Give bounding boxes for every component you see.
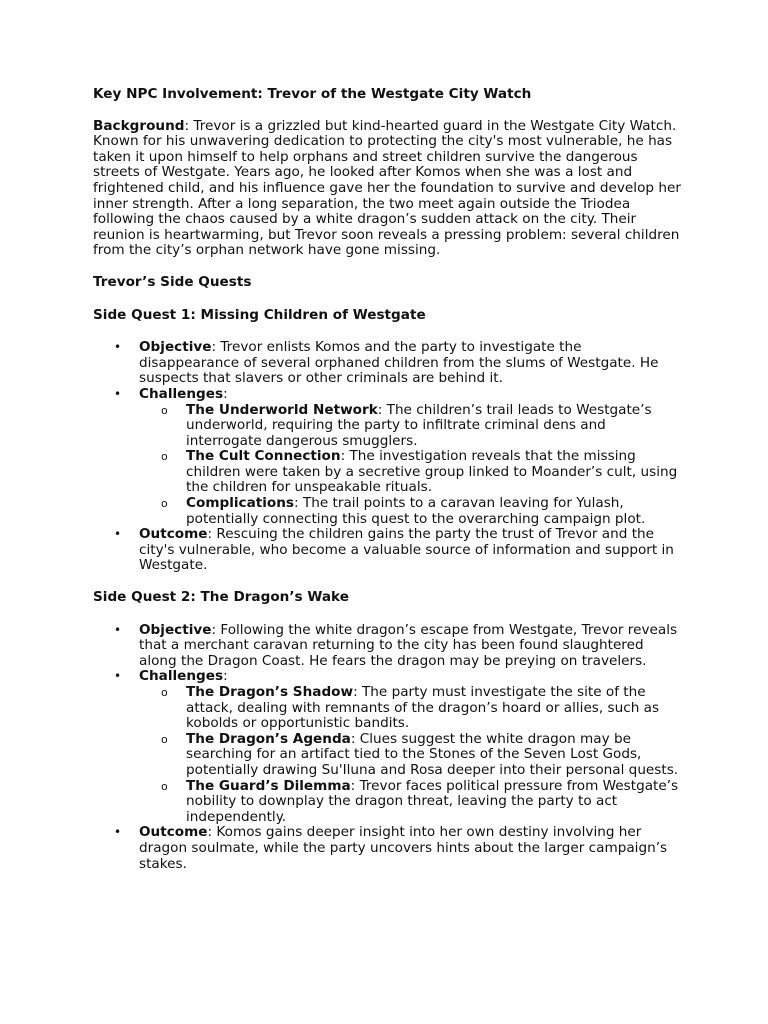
quest2-challenges-item xyxy=(93,669,683,825)
quest1-outcome-text: : Rescuing the children gains the party the trust of Trevor and the city's vulnerable, who become a valuable source of information and support in Westgate. xyxy=(139,526,674,574)
quest1-challenge-item xyxy=(139,403,683,450)
quest2-challenges-list xyxy=(139,685,683,825)
quest1-list xyxy=(93,340,683,574)
quest2-challenge-label: The Dragon’s Shadow xyxy=(186,684,354,700)
sub-bullet: o xyxy=(161,732,168,746)
quest2-challenge-label: The Guard’s Dilemma xyxy=(186,777,351,794)
quest1-challenge-label: The Cult Connection xyxy=(186,448,341,465)
quest1-challenge-item xyxy=(139,449,683,496)
bullet: • xyxy=(114,527,122,542)
bullet: • xyxy=(114,340,122,355)
document-title: Key NPC Involvement: Trevor of the Westgate City Watch xyxy=(93,86,532,102)
quest2-list xyxy=(93,623,683,873)
quest1-challenge-text: : The investigation reveals that the missing children were taken by a secretive group linked to Moander’s cult, using the children for unspeakable rituals. xyxy=(186,448,678,496)
quest1-challenges-item xyxy=(93,387,683,527)
side-quests-heading: Trevor’s Side Quests xyxy=(93,273,252,290)
bullet: • xyxy=(114,825,122,840)
quest2-challenges-colon: : xyxy=(223,668,228,685)
quest1-challenges-colon: : xyxy=(223,385,228,402)
sub-bullet: o xyxy=(161,403,168,417)
quest2-challenge-text: : The party must investigate the site of the attack, dealing with remnants of the dragon’s hoard or allies, such as kobolds or opportunistic bandits. xyxy=(186,684,660,732)
quest1-outcome-item xyxy=(93,527,683,574)
quest2-challenge-item xyxy=(139,685,683,732)
quest1-heading: Side Quest 1: Missing Children of Westgate xyxy=(93,306,426,323)
quest2-challenge-text: : Trevor faces political pressure from Westgate’s nobility to downplay the dragon threat, leaving the party to act independently. xyxy=(186,777,679,825)
quest1-objective-label: Objective xyxy=(139,339,212,356)
sub-bullet: o xyxy=(161,686,168,699)
quest1-challenge-label: The Underworld Network xyxy=(186,401,378,418)
quest2-objective-text: : Following the white dragon’s escape from Westgate, Trevor reveals that a merchant caravan returning to the city has been found slaughtered along the Dragon Coast. He fears the dragon may be preying on travelers. xyxy=(139,621,678,669)
quest2-outcome-label: Outcome xyxy=(139,824,208,841)
quest1-challenge-label: Complications xyxy=(186,495,295,512)
quest2-challenge-item xyxy=(139,732,683,779)
quest1-challenges-list xyxy=(139,403,683,528)
quest2-challenge-text: : Clues suggest the white dragon may be searching for an artifact tied to the Stones of the Seven Lost Gods, potentially drawing Su'Iluna and Rosa deeper into their personal quests. xyxy=(186,730,679,778)
quest1-challenge-item xyxy=(139,496,683,527)
quest2-challenge-label: The Dragon’s Agenda xyxy=(186,730,351,747)
sub-bullet: o xyxy=(161,450,168,464)
quest1-objective-item xyxy=(93,340,683,387)
background-label: Background xyxy=(93,117,185,134)
quest2-challenge-item xyxy=(139,779,683,826)
sub-bullet: o xyxy=(161,497,168,511)
quest2-objective-label: Objective xyxy=(139,621,212,638)
quest2-objective-item xyxy=(93,623,683,670)
quest1-challenge-text: : The trail points to a caravan leaving for Yulash, potentially connecting this quest to the overarching campaign plot. xyxy=(186,495,646,527)
background-paragraph xyxy=(93,119,683,259)
quest2-outcome-item xyxy=(93,825,683,872)
document-body xyxy=(93,87,683,888)
quest2-outcome-text: : Komos gains deeper insight into her own destiny involving her dragon soulmate, while the party uncovers hints about the larger campaign’s stakes. xyxy=(139,824,668,872)
quest1-objective-text: : Trevor enlists Komos and the party to investigate the disappearance of several orphaned children from the slums of Westgate. He suspects that slavers or other criminals are behind it. xyxy=(139,339,659,387)
bullet: • xyxy=(114,622,122,637)
quest2-heading: Side Quest 2: The Dragon’s Wake xyxy=(93,589,349,606)
quest1-outcome-label: Outcome xyxy=(139,526,208,543)
quest1-challenges-label: Challenges xyxy=(139,385,224,402)
quest1-challenge-text: : The children’s trail leads to Westgate’s underworld, requiring the party to infiltrate criminal dens and interrogate dangerous smugglers. xyxy=(186,401,652,449)
quest2-challenges-label: Challenges xyxy=(139,668,224,685)
background-text: : Trevor is a grizzled but kind-hearted guard in the Westgate City Watch. Known for his unwavering dedication to protecting the city's most vulnerable, he has taken it upon himself to help orphans and street children survive the dangerous streets of Westgate. Years ago, he looked after Komos when she was a lost and frightened child, and his influence gave her the foundation to survive and develop her inner strength. After a long separation, the two meet again outside the Triodea following the chaos caused by a white dragon’s sudden attack on the city. Their reunion is heartwarming, but Trevor soon reveals a pressing problem: several children from the city’s orphan network have gone missing. xyxy=(93,117,681,259)
bullet: • xyxy=(114,669,122,684)
sub-bullet: o xyxy=(161,779,168,793)
bullet: • xyxy=(114,386,122,401)
